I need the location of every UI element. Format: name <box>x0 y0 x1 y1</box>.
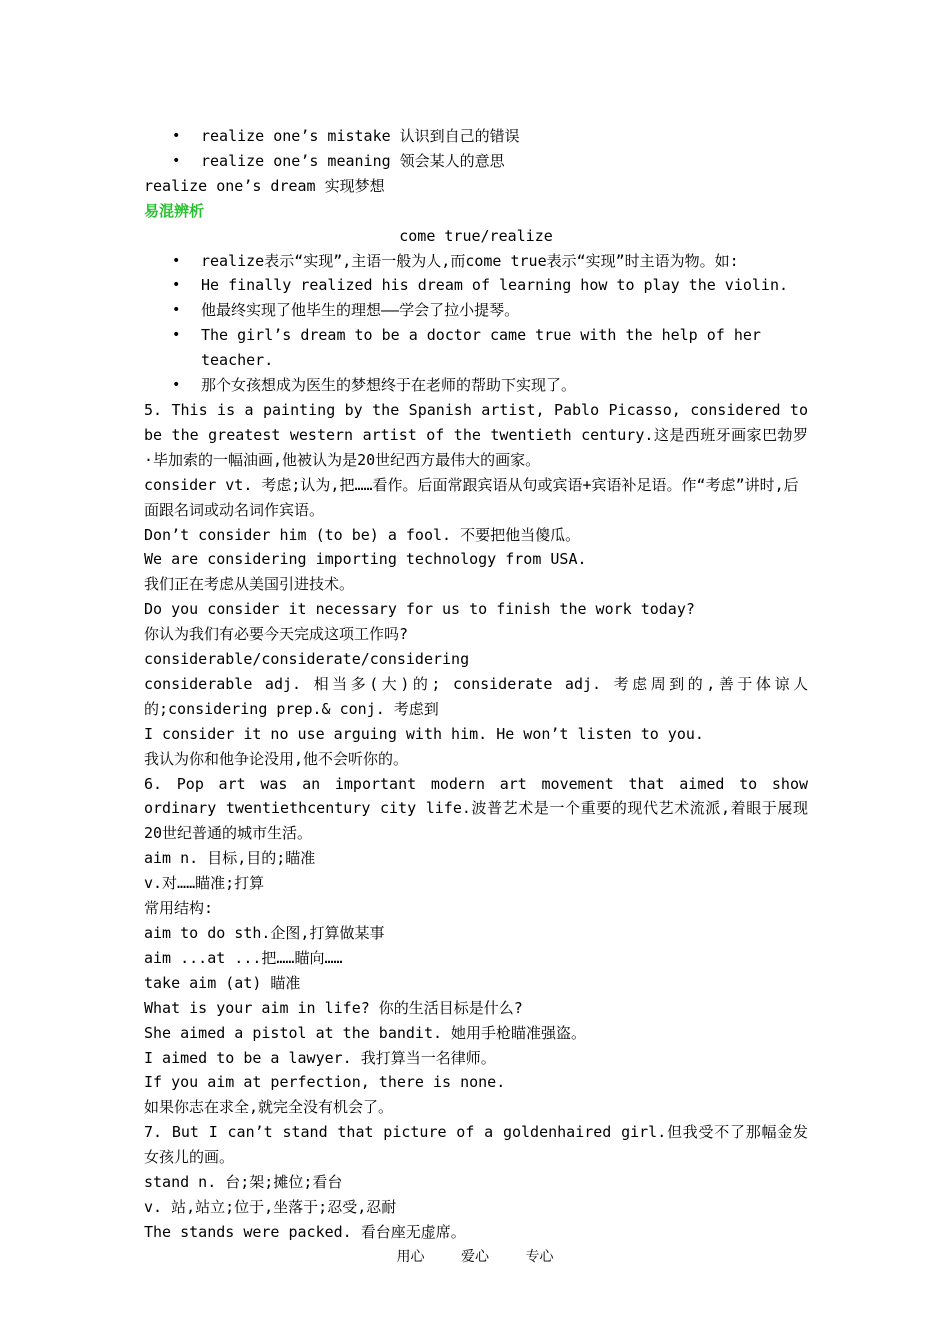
text-line: take aim (at) 瞄准 <box>144 973 301 992</box>
bullet-dot: • <box>172 327 181 344</box>
considerable-definition: considerable adj. 相当多(大)的; considerate adj. 考虑周到的,善于体谅人的;considering prep.& conj. 考虑到 <box>144 674 808 718</box>
footer-word: 爱心 <box>461 1249 489 1265</box>
bullet-item <box>144 249 808 274</box>
text-line: 我们正在考虑从美国引进技术。 <box>144 575 355 594</box>
stand-noun-definition: stand n. 台;架;摊位;看台 <box>144 1173 343 1192</box>
footer-word: 专心 <box>525 1249 554 1265</box>
consider-definition: consider vt. 考虑;认为,把……看作。后面常跟宾语从句或宾语+宾语补足语。作“考虑”讲时,后面跟名词或动名词作宾语。 <box>144 475 799 519</box>
section-heading: 易混辨析 <box>144 201 205 220</box>
text-line: aim to do sth.企图,打算做某事 <box>144 924 385 942</box>
bullet-text: realize one’s mistake 认识到自己的错误 <box>201 127 520 145</box>
text-line: considerable/considerate/considering <box>144 650 470 669</box>
centered-title: come true/realize <box>399 226 553 245</box>
bullet-item <box>144 323 808 373</box>
sentence-7: 7. But I can’t stand that picture of a goldenhaired girl.但我受不了那幅金发女孩儿的画。 <box>144 1123 808 1167</box>
aim-verb-definition: v.对……瞄准;打算 <box>144 874 265 893</box>
bullet-item <box>144 373 808 398</box>
text-line: We are considering importing technology from USA. <box>144 550 587 569</box>
bullet-dot: • <box>172 128 181 144</box>
bullet-text: He finally realized his dream of learning how to play the violin. <box>201 276 788 295</box>
aim-noun-definition: aim n. 目标,目的;瞄准 <box>144 849 316 868</box>
bullet-item <box>144 124 808 149</box>
bullet-dot: • <box>172 377 181 394</box>
text-line: 如果你志在求全,就完全没有机会了。 <box>144 1098 394 1117</box>
footer-word: 用心 <box>396 1249 425 1265</box>
text-line: 常用结构: <box>144 899 214 918</box>
bullet-item <box>144 149 808 174</box>
stand-verb-definition: v. 站,站立;位于,坐落于;忍受,忍耐 <box>144 1197 397 1216</box>
sentence-5: 5. This is a painting by the Spanish artist, Pablo Picasso, considered to be the greatest western artist of the twentieth century.这是西班牙画家巴勃罗·毕加索的一幅油画,他被认为是20世纪西方最伟大的画家。 <box>144 400 818 469</box>
text-line: aim ...at ...把……瞄向…… <box>144 948 343 967</box>
bullet-dot: • <box>172 277 181 294</box>
text-line: I consider it no use arguing with him. He won’t listen to you. <box>144 724 704 743</box>
text-line: Do you consider it necessary for us to finish the work today? <box>144 600 695 619</box>
text-line: 我认为你和他争论没用,他不会听你的。 <box>144 749 409 768</box>
text-line: I aimed to be a lawyer. 我打算当一名律师。 <box>144 1048 496 1067</box>
page-footer <box>0 1246 950 1266</box>
text-line: If you aim at perfection, there is none. <box>144 1073 506 1092</box>
bullet-item <box>144 298 808 323</box>
bullet-text: The girl’s dream to be a doctor came true with the help of her teacher. <box>201 326 770 370</box>
bullet-text: realize one’s meaning 领会某人的意思 <box>201 151 505 170</box>
text-line: She aimed a pistol at the bandit. 她用手枪瞄准强盗。 <box>144 1023 587 1042</box>
text-line: The stands were packed. 看台座无虚席。 <box>144 1222 466 1241</box>
text-line: 你认为我们有必要今天完成这项工作吗? <box>144 625 409 644</box>
bullet-dot: • <box>172 252 181 269</box>
bullet-text: 他最终实现了他毕生的理想——学会了拉小提琴。 <box>201 301 520 320</box>
bullet-item <box>144 273 808 298</box>
document-body <box>144 124 818 1245</box>
text-line: What is your aim in life? 你的生活目标是什么? <box>144 998 523 1017</box>
bullet-dot: • <box>172 152 181 169</box>
bullet-text: 那个女孩想成为医生的梦想终于在老师的帮助下实现了。 <box>201 376 577 395</box>
text-line: realize one’s dream 实现梦想 <box>144 176 385 195</box>
sentence-6: 6. Pop art was an important modern art movement that aimed to show ordinary twentiethcentury city life.波普艺术是一个重要的现代艺术流派,着眼于展现20世纪普通的城市生活。 <box>144 774 818 843</box>
bullet-dot: • <box>172 302 181 319</box>
bullet-text: realize表示“实现”,主语一般为人,而come true表示“实现”时主语为物。如: <box>201 251 739 270</box>
text-line: Don’t consider him (to be) a fool. 不要把他当傻瓜。 <box>144 525 581 544</box>
